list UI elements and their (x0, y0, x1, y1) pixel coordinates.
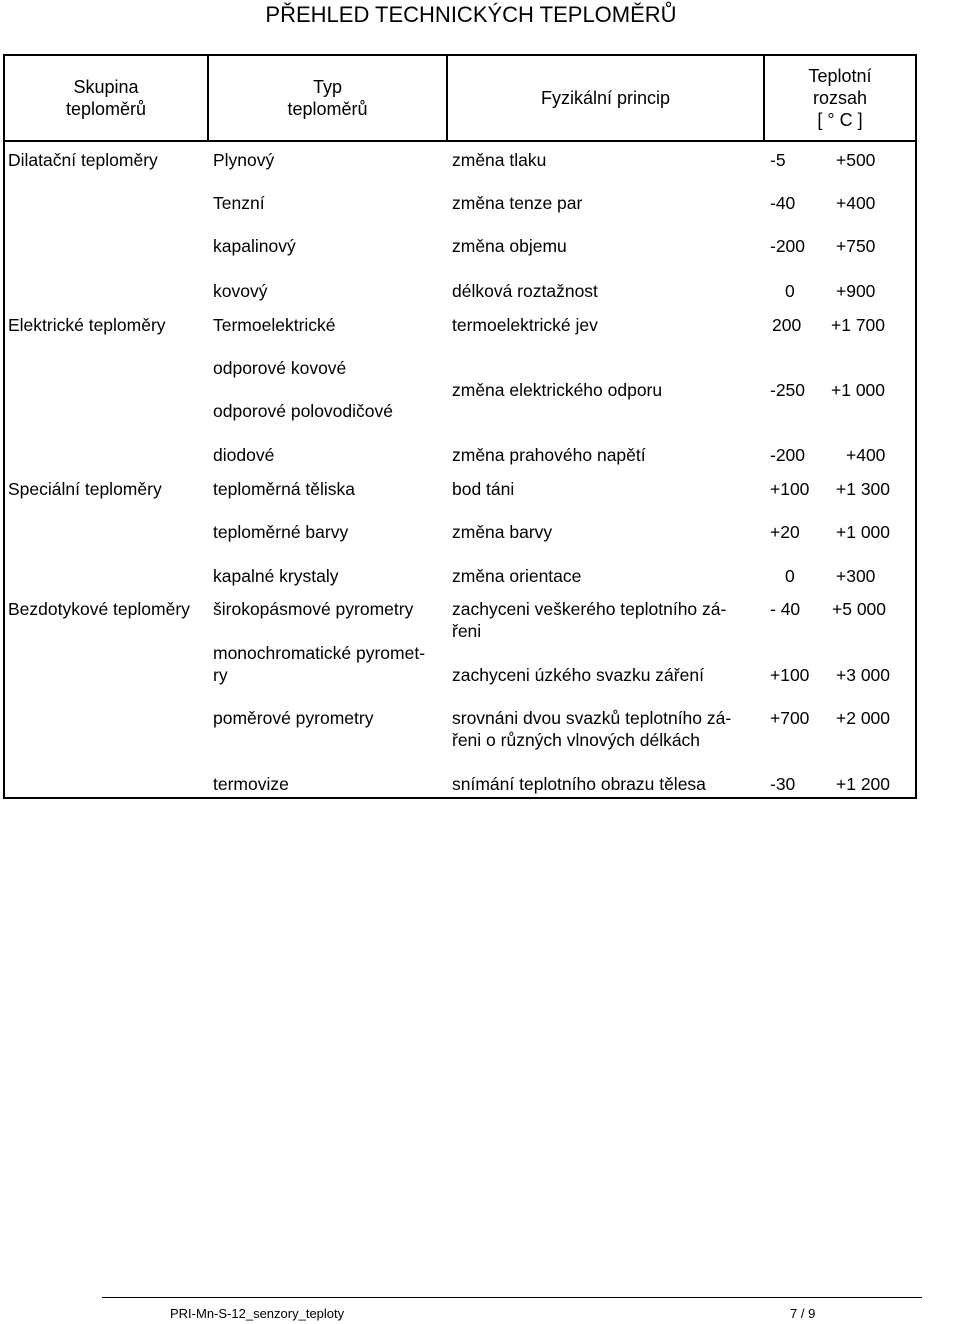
group-label: Speciální teploměry (8, 479, 162, 499)
range-max: +400 (836, 193, 876, 213)
footer-page-number: 7 / 9 (790, 1306, 816, 1321)
principle-label: změna barvy (452, 522, 553, 542)
type-label: odporové polovodičové (213, 401, 393, 421)
type-label: odporové kovové (213, 358, 347, 378)
principle-label: změna prahového napětí (452, 445, 646, 465)
range-min: 0 (785, 566, 795, 586)
range-min: -40 (770, 193, 796, 213)
range-max: +1 300 (836, 479, 891, 499)
range-min: 200 (772, 315, 802, 335)
principle-label-continued: řeni o různých vlnových délkách (452, 730, 701, 750)
group-label: Bezdotykové teploměry (8, 599, 190, 619)
range-max: +2 000 (836, 708, 891, 728)
range-min: -200 (770, 445, 806, 465)
range-max: +300 (836, 566, 876, 586)
principle-label: změna elektrického odporu (452, 380, 663, 400)
range-max: +750 (836, 236, 876, 256)
range-max: +1 000 (831, 380, 886, 400)
group-label: Elektrické teploměry (8, 315, 166, 335)
range-max: +3 000 (836, 665, 891, 685)
group-label: Dilatační teploměry (8, 150, 158, 170)
header-range: Teplotní rozsah [ ° C ] (808, 66, 872, 130)
range-max: +5 000 (832, 599, 887, 619)
type-label: diodové (213, 445, 275, 465)
principle-label: termoelektrické jev (452, 315, 598, 335)
type-label: termovize (213, 774, 289, 794)
principle-label: bod táni (452, 479, 515, 499)
type-label: teploměrná těliska (213, 479, 356, 499)
range-min: - 40 (770, 599, 801, 619)
type-label: kovový (213, 281, 268, 301)
type-label-continued: ry (213, 665, 228, 685)
range-min: -30 (770, 774, 796, 794)
type-label: kapalné krystaly (213, 566, 339, 586)
principle-label: změna objemu (452, 236, 567, 256)
type-label: širokopásmové pyrometry (213, 599, 414, 619)
range-min: +20 (770, 522, 800, 542)
range-min: +700 (770, 708, 810, 728)
range-max: +1 700 (831, 315, 886, 335)
principle-label-continued: řeni (452, 621, 482, 641)
principle-label: změna tenze par (452, 193, 583, 213)
header-principle: Fyzikální princip (540, 88, 671, 108)
type-label: teploměrné barvy (213, 522, 349, 542)
range-max: +400 (846, 445, 886, 465)
header-divider (3, 140, 917, 142)
principle-label: snímání teplotního obrazu tělesa (452, 774, 706, 794)
type-label: Termoelektrické (213, 315, 336, 335)
type-label: Tenzní (213, 193, 265, 213)
header-type: Typ teploměrů (287, 77, 368, 119)
footer-divider (102, 1297, 922, 1298)
principle-label: zachyceni veškerého teplotního zá- (452, 599, 727, 619)
page-title: PŘEHLED TECHNICKÝCH TEPLOMĚRŮ (265, 2, 677, 27)
range-min: +100 (770, 665, 810, 685)
principle-label: změna orientace (452, 566, 582, 586)
range-min: -5 (770, 150, 786, 170)
principle-label: délková roztažnost (452, 281, 598, 301)
range-min: -250 (770, 380, 806, 400)
type-label: Plynový (213, 150, 275, 170)
type-label: poměrové pyrometry (213, 708, 374, 728)
principle-label: změna tlaku (452, 150, 547, 170)
type-label: kapalinový (213, 236, 296, 256)
principle-label: srovnáni dvou svazků teplotního zá- (452, 708, 732, 728)
range-max: +900 (836, 281, 876, 301)
principle-label: zachyceni úzkého svazku záření (452, 665, 704, 685)
range-max: +1 200 (836, 774, 891, 794)
range-min: 0 (785, 281, 795, 301)
range-max: +500 (836, 150, 876, 170)
range-max: +1 000 (836, 522, 891, 542)
range-min: +100 (770, 479, 810, 499)
type-label: monochromatické pyromet- (213, 643, 426, 663)
header-group: Skupina teploměrů (65, 77, 147, 119)
footer-document-name: PRI-Mn-S-12_senzory_teploty (170, 1306, 345, 1321)
range-min: -200 (770, 236, 806, 256)
